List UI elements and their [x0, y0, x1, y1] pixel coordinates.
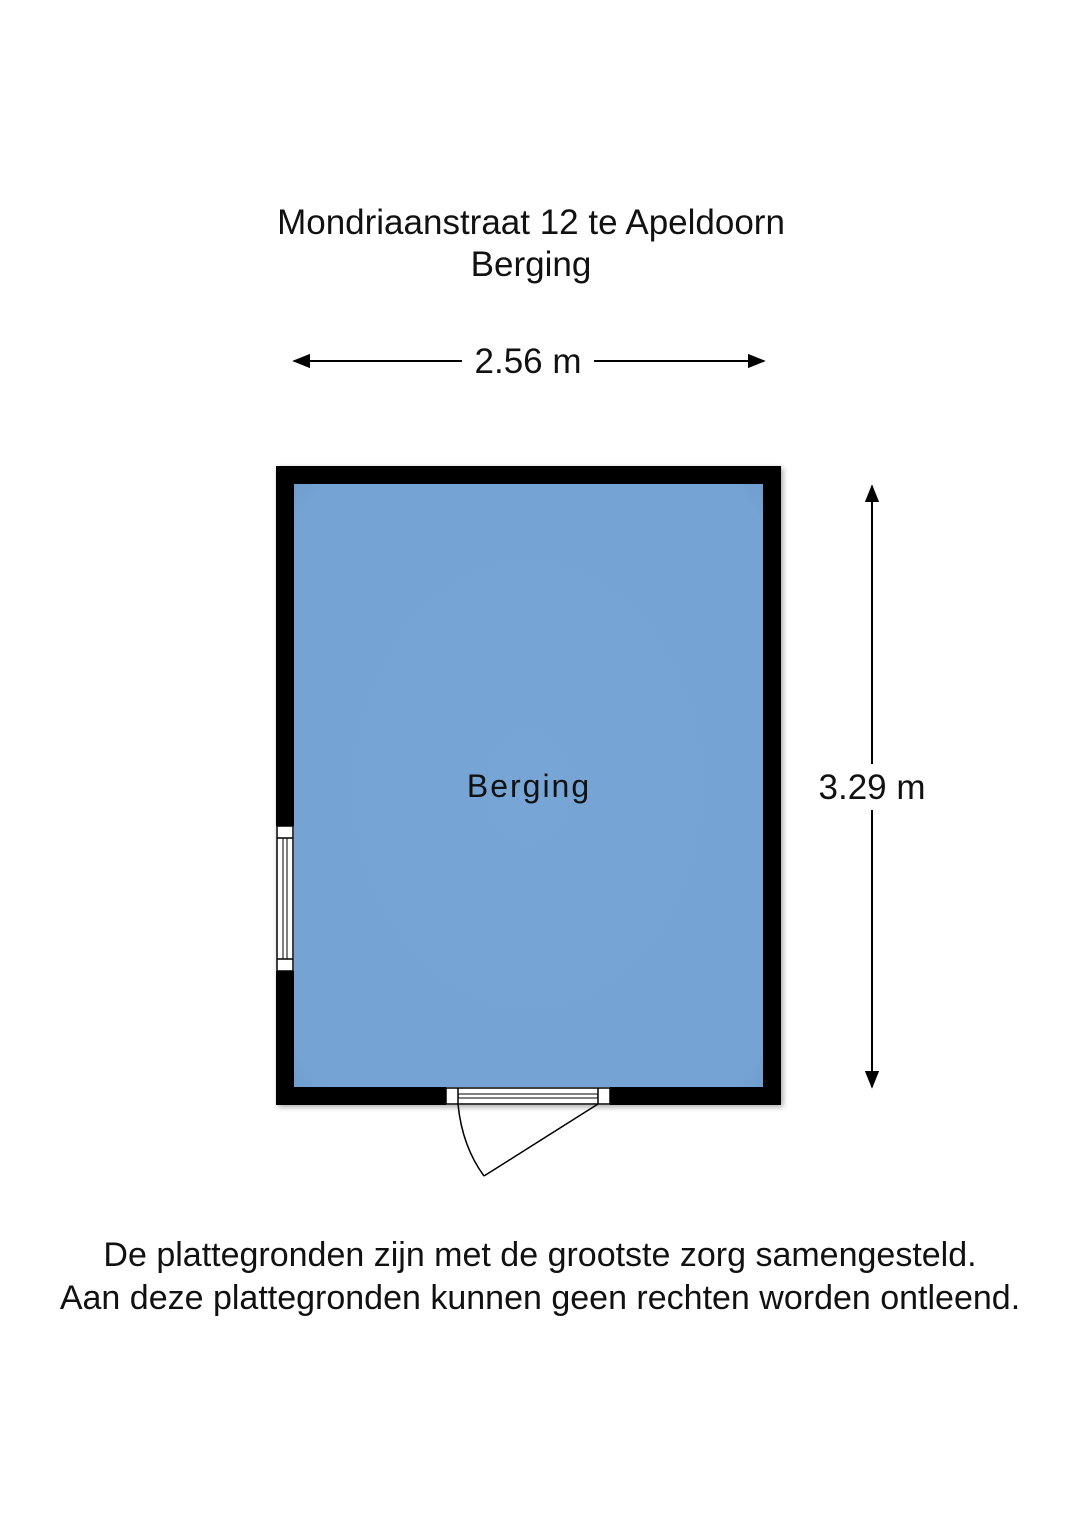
door-opening — [446, 1087, 610, 1105]
depth-dimension-label: 3.29 m — [818, 768, 926, 807]
door-leaf — [484, 1104, 598, 1176]
depth-dimension — [819, 486, 926, 1087]
disclaimer-line-2: Aan deze plattegronden kunnen geen rechten worden ontleend. — [59, 1279, 1021, 1317]
window-left-wall — [276, 826, 294, 971]
plan-address-title: Mondriaanstraat 12 te Apeldoorn — [277, 203, 785, 242]
disclaimer-line-1: De plattegronden zijn met de grootste zorg samengesteld. — [103, 1236, 977, 1274]
room-label: Berging — [466, 768, 592, 804]
width-dimension-label: 2.56 m — [474, 342, 582, 381]
window-opening — [276, 826, 294, 971]
plan-floor-subtitle: Berging — [470, 245, 592, 284]
door-swing-arc — [458, 1104, 484, 1176]
door-bottom-wall — [446, 1087, 610, 1176]
width-dimension — [294, 342, 764, 381]
